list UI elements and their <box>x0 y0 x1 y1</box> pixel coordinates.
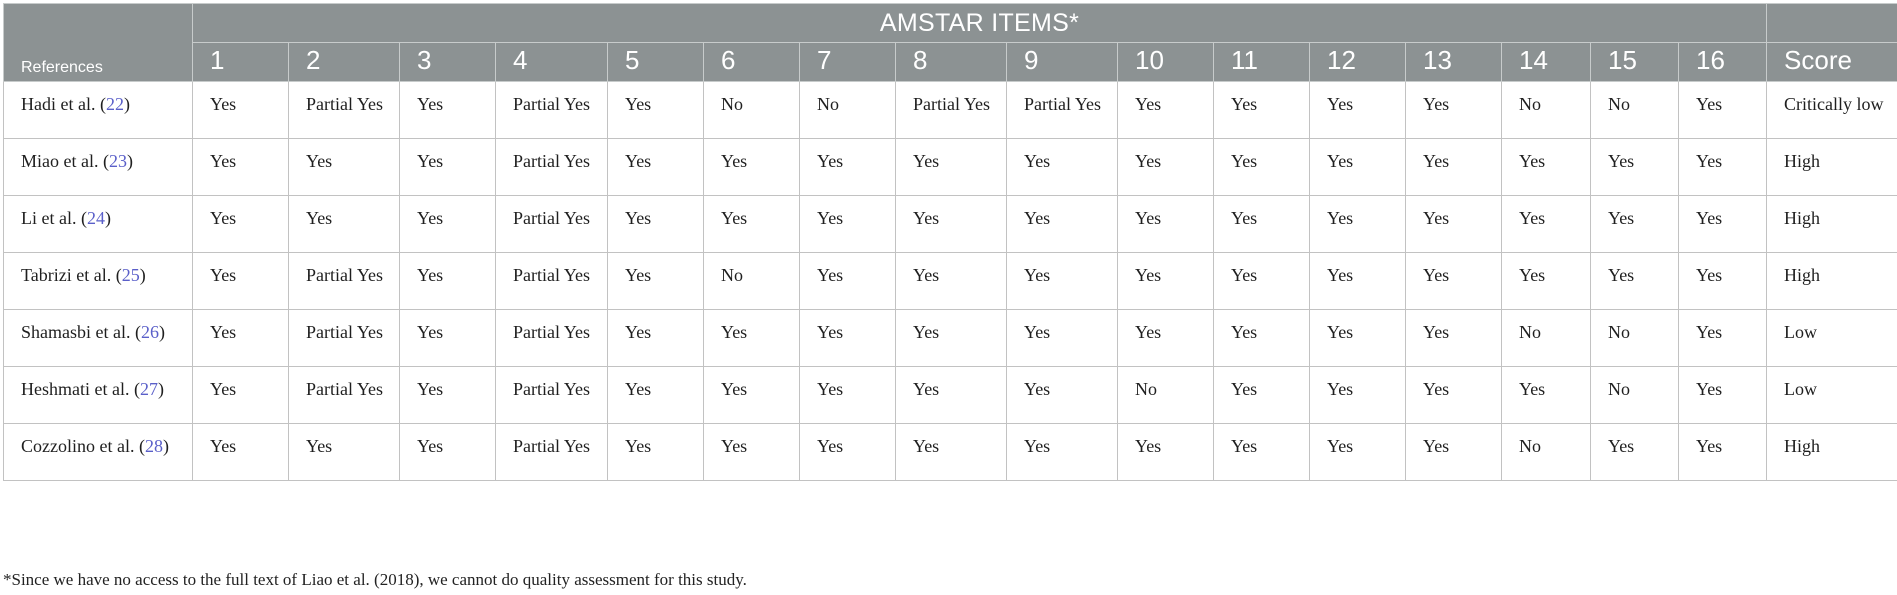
item-cell: Yes <box>1679 82 1767 139</box>
table-row <box>4 310 1897 367</box>
item-cell: Yes <box>1679 196 1767 253</box>
item-cell: Yes <box>704 424 800 481</box>
item-cell: Yes <box>1310 310 1406 367</box>
item-cell: No <box>1591 82 1679 139</box>
amstar-items-header: AMSTAR ITEMS* <box>193 4 1767 43</box>
item-cell: Yes <box>289 139 400 196</box>
item-cell: Yes <box>704 196 800 253</box>
item-cell: Yes <box>608 424 704 481</box>
item-cell: Yes <box>800 196 896 253</box>
reference-close-paren: ) <box>158 322 165 342</box>
item-cell: Yes <box>800 253 896 310</box>
item-cell: Yes <box>608 367 704 424</box>
item-cell: Yes <box>800 367 896 424</box>
item-cell: Yes <box>1591 196 1679 253</box>
item-cell: Yes <box>1679 424 1767 481</box>
item-cell: Yes <box>400 253 496 310</box>
table-row <box>4 424 1897 481</box>
item-cell: Yes <box>1007 196 1118 253</box>
reference-author: Miao et al. ( <box>21 151 109 171</box>
item-cell: Yes <box>704 367 800 424</box>
reference-close-paren: ) <box>104 208 111 228</box>
item-cell: No <box>704 82 800 139</box>
amstar-table <box>3 3 1897 481</box>
item-cell: Partial Yes <box>496 424 608 481</box>
item-cell: Yes <box>1310 253 1406 310</box>
item-cell: Yes <box>608 139 704 196</box>
item-cell: Yes <box>1406 310 1502 367</box>
item-cell: Partial Yes <box>896 82 1007 139</box>
reference-cell <box>4 82 193 139</box>
item-header: 1 <box>193 43 289 82</box>
item-cell: No <box>1502 82 1591 139</box>
item-cell: Yes <box>1502 253 1591 310</box>
item-cell: Yes <box>1214 253 1310 310</box>
table-row <box>4 367 1897 424</box>
item-cell: Yes <box>800 139 896 196</box>
item-cell: Yes <box>1118 310 1214 367</box>
table-body <box>4 82 1897 481</box>
reference-close-paren: ) <box>123 94 130 114</box>
item-cell: Yes <box>1591 139 1679 196</box>
item-cell: Yes <box>1406 196 1502 253</box>
item-cell: Yes <box>1406 424 1502 481</box>
score-header: Score <box>1767 43 1897 82</box>
reference-close-paren: ) <box>139 265 146 285</box>
item-cell: Yes <box>193 82 289 139</box>
item-cell: Yes <box>1310 367 1406 424</box>
item-cell: Yes <box>1310 139 1406 196</box>
item-cell: Yes <box>1502 367 1591 424</box>
score-cell: High <box>1767 196 1897 253</box>
item-cell: Yes <box>1310 196 1406 253</box>
item-cell: Yes <box>400 139 496 196</box>
table-row <box>4 139 1897 196</box>
item-cell: No <box>800 82 896 139</box>
reference-author: Li et al. ( <box>21 208 87 228</box>
item-cell: Yes <box>704 310 800 367</box>
item-cell: Yes <box>193 367 289 424</box>
item-cell: No <box>1591 367 1679 424</box>
item-header: 5 <box>608 43 704 82</box>
item-header: 10 <box>1118 43 1214 82</box>
item-cell: Partial Yes <box>496 367 608 424</box>
item-header: 9 <box>1007 43 1118 82</box>
item-cell: Yes <box>1007 253 1118 310</box>
item-cell: Yes <box>1679 253 1767 310</box>
table-footnote: *Since we have no access to the full text of Liao et al. (2018), we cannot do quality assessment for this study. <box>3 570 747 589</box>
reference-author: Heshmati et al. ( <box>21 379 140 399</box>
item-cell: Yes <box>1406 139 1502 196</box>
item-header: 12 <box>1310 43 1406 82</box>
item-cell: Yes <box>400 196 496 253</box>
item-cell: Yes <box>1214 424 1310 481</box>
item-cell: Yes <box>400 424 496 481</box>
item-cell: Yes <box>896 196 1007 253</box>
reference-cell <box>4 253 193 310</box>
item-cell: No <box>1502 424 1591 481</box>
item-cell: Yes <box>1118 424 1214 481</box>
item-cell: Yes <box>608 82 704 139</box>
table-header <box>4 4 1897 82</box>
item-cell: Yes <box>896 424 1007 481</box>
item-header: 6 <box>704 43 800 82</box>
reference-cell <box>4 139 193 196</box>
item-cell: Yes <box>1406 82 1502 139</box>
reference-cell <box>4 367 193 424</box>
item-cell: Yes <box>1007 424 1118 481</box>
item-cell: Yes <box>1214 82 1310 139</box>
reference-author: Tabrizi et al. ( <box>21 265 122 285</box>
item-cell: Yes <box>193 253 289 310</box>
citation-link[interactable]: 26 <box>140 322 159 342</box>
item-cell: Yes <box>1214 139 1310 196</box>
item-header: 15 <box>1591 43 1679 82</box>
item-cell: Yes <box>1406 367 1502 424</box>
item-cell: Yes <box>608 196 704 253</box>
item-cell: Yes <box>800 310 896 367</box>
table-row <box>4 196 1897 253</box>
score-cell: High <box>1767 253 1897 310</box>
item-cell: Partial Yes <box>496 196 608 253</box>
item-cell: Yes <box>1007 367 1118 424</box>
item-header: 2 <box>289 43 400 82</box>
item-cell: Yes <box>896 139 1007 196</box>
item-cell: Partial Yes <box>289 367 400 424</box>
item-cell: Yes <box>193 196 289 253</box>
amstar-table-container <box>3 3 1894 481</box>
score-cell: High <box>1767 424 1897 481</box>
item-header: 14 <box>1502 43 1591 82</box>
item-cell: Yes <box>800 424 896 481</box>
item-cell: No <box>1591 310 1679 367</box>
item-header: 11 <box>1214 43 1310 82</box>
item-cell: Yes <box>1007 139 1118 196</box>
item-cell: Yes <box>1310 424 1406 481</box>
item-cell: Yes <box>896 310 1007 367</box>
reference-close-paren: ) <box>162 436 169 456</box>
item-header: 4 <box>496 43 608 82</box>
item-cell: Partial Yes <box>289 253 400 310</box>
item-cell: Partial Yes <box>496 253 608 310</box>
item-cell: Yes <box>1679 139 1767 196</box>
item-header: 16 <box>1679 43 1767 82</box>
reference-close-paren: ) <box>157 379 164 399</box>
score-cell: Critically low <box>1767 82 1897 139</box>
item-cell: Yes <box>193 424 289 481</box>
item-cell: No <box>1118 367 1214 424</box>
item-cell: No <box>1502 310 1591 367</box>
item-header: 13 <box>1406 43 1502 82</box>
item-cell: Yes <box>1118 139 1214 196</box>
score-cell: Low <box>1767 310 1897 367</box>
item-cell: Yes <box>1214 310 1310 367</box>
item-cell: Yes <box>896 367 1007 424</box>
item-cell: Yes <box>896 253 1007 310</box>
reference-close-paren: ) <box>126 151 133 171</box>
item-cell: Yes <box>1007 310 1118 367</box>
citation-link[interactable]: 23 <box>108 151 127 171</box>
item-cell: Yes <box>289 424 400 481</box>
item-cell: Yes <box>1214 196 1310 253</box>
table-row <box>4 82 1897 139</box>
citation-link[interactable]: 24 <box>86 208 105 228</box>
table-row <box>4 253 1897 310</box>
item-cell: Partial Yes <box>496 139 608 196</box>
item-cell: Partial Yes <box>496 82 608 139</box>
score-cell: High <box>1767 139 1897 196</box>
item-cell: Yes <box>704 139 800 196</box>
citation-link[interactable]: 27 <box>139 379 158 399</box>
citation-link[interactable]: 28 <box>144 436 163 456</box>
item-cell: Yes <box>1406 253 1502 310</box>
item-cell: Yes <box>1118 253 1214 310</box>
item-cell: Yes <box>608 310 704 367</box>
item-cell: Yes <box>193 310 289 367</box>
reference-cell <box>4 424 193 481</box>
item-cell: Yes <box>1118 82 1214 139</box>
item-cell: Yes <box>1591 424 1679 481</box>
citation-link[interactable]: 22 <box>105 94 124 114</box>
item-cell: Yes <box>1214 367 1310 424</box>
item-cell: Yes <box>400 367 496 424</box>
reference-cell <box>4 196 193 253</box>
item-cell: No <box>704 253 800 310</box>
item-cell: Yes <box>400 310 496 367</box>
score-cell: Low <box>1767 367 1897 424</box>
item-cell: Yes <box>1502 196 1591 253</box>
item-cell: Yes <box>400 82 496 139</box>
item-header: 3 <box>400 43 496 82</box>
citation-link[interactable]: 25 <box>121 265 140 285</box>
item-cell: Partial Yes <box>496 310 608 367</box>
references-header: References <box>4 4 193 82</box>
item-cell: Yes <box>289 196 400 253</box>
item-header: 8 <box>896 43 1007 82</box>
item-cell: Yes <box>1679 310 1767 367</box>
item-cell: Yes <box>1118 196 1214 253</box>
column-header-row <box>4 43 1897 82</box>
reference-author: Shamasbi et al. ( <box>21 322 141 342</box>
score-group-spacer <box>1767 4 1897 43</box>
group-header-row <box>4 4 1897 43</box>
item-cell: Yes <box>608 253 704 310</box>
item-cell: Partial Yes <box>289 82 400 139</box>
item-header: 7 <box>800 43 896 82</box>
item-cell: Yes <box>1679 367 1767 424</box>
item-cell: Yes <box>1502 139 1591 196</box>
item-cell: Yes <box>193 139 289 196</box>
reference-author: Cozzolino et al. ( <box>21 436 145 456</box>
item-cell: Partial Yes <box>289 310 400 367</box>
item-cell: Yes <box>1591 253 1679 310</box>
item-cell: Partial Yes <box>1007 82 1118 139</box>
item-cell: Yes <box>1310 82 1406 139</box>
reference-author: Hadi et al. ( <box>21 94 106 114</box>
reference-cell <box>4 310 193 367</box>
